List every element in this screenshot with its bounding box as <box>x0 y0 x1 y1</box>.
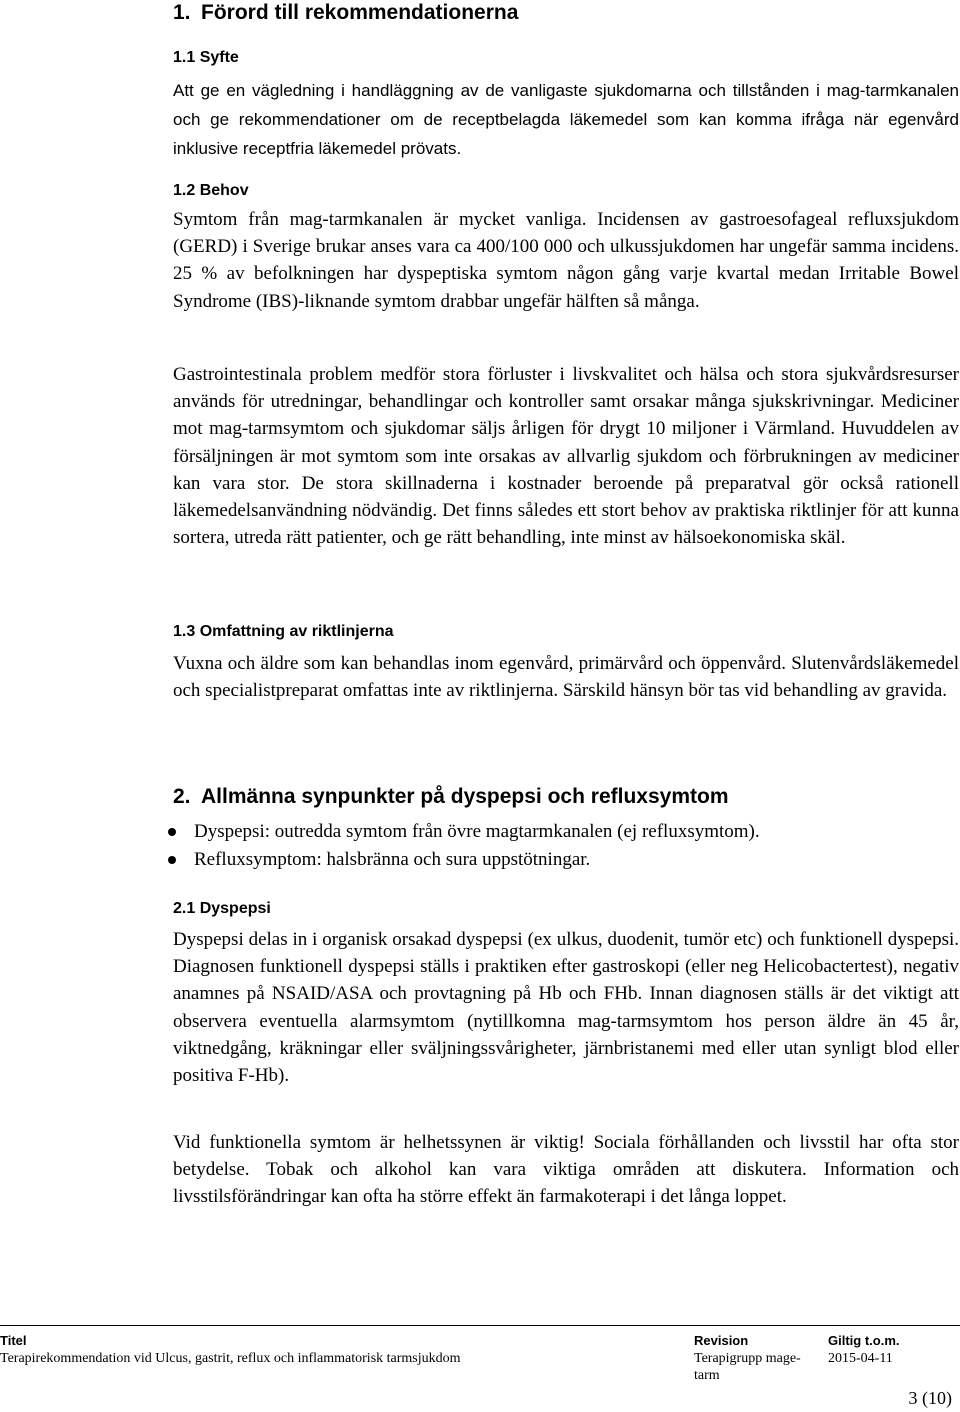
footer-revision-value-line-2: tarm <box>694 1368 720 1383</box>
section-1-3-body: Vuxna och äldre som kan behandlas inom egenvård, primärvård och öppenvård. Slutenvårdsläkemedel och specialistpreparat omfattas inte av riktlinjerna. Särskild hänsyn bör tas vid behandling av gravida. <box>173 653 959 702</box>
section-1-1-body: Att ge en vägledning i handläggning av de vanligaste sjukdomarna och tillstånden i mag-tarmkanalen och ge rekommendationer om de receptbelagda läkemedel som kan komma ifråga när egenvård inklusive receptfria läkemedel prövats. <box>173 81 959 158</box>
bullet-list <box>168 818 958 874</box>
footer-revision-label: Revision <box>694 1333 749 1348</box>
bullet-item <box>168 818 958 846</box>
footer-valid-value: 2015-04-11 <box>828 1351 893 1366</box>
section-1-3-heading: 1.3 Omfattning av riktlinjerna <box>173 623 394 640</box>
section-2-heading: 2. Allmänna synpunkter på dyspepsi och refluxsymtom <box>173 785 729 808</box>
section-1-heading: 1. Förord till rekommendationerna <box>173 1 519 24</box>
section-1-2-paragraph-2: Gastrointestinala problem medför stora förluster i livskvalitet och hälsa och stora sjukvårdsresurser används för utredningar, behandlingar och kontroller samt orsakar många sjukskrivningar. Mediciner mot mag-tarmsymtom och sjukdomar säljs årligen för drygt 10 miljoner i Värmland. Huvuddelen av försäljningen är mot symtom som inte orsakas av allvarlig sjukdom och förbrukningen av mediciner kan vara stor. De stora skillnaderna i kostnader beroende på preparatval gör också rationell läkemedelsanvändning nödvändig. Det finns således ett stort behov av praktiska riktlinjer för att kunna sortera, utreda rätt patienter, och ge rätt behandling, inte minst av hälsoekonomiska skäl. <box>173 364 959 549</box>
section-2-1-paragraph-2: Vid funktionella symtom är helhetssynen är viktig! Sociala förhållanden och livsstil har ofta stor betydelse. Tobak och alkohol kan vara viktiga områden att diskutera. Information och livsstilsförändringar kan ofta ha större effekt än farmakoterapi i det långa loppet. <box>173 1132 959 1208</box>
section-1-2-paragraph-1: Symtom från mag-tarmkanalen är mycket vanliga. Incidensen av gastroesofageal refluxsjukdom (GERD) i Sverige brukar anses vara ca 400/100 000 och ulkussjukdomen har ungefär samma incidens. 25 % av befolkningen har dyspeptiska symtom någon gång varje kvartal medan Irritable Bowel Syndrome (IBS)-liknande symtom drabbar ungefär hälften så många. <box>173 209 959 312</box>
section-1-1-heading: 1.1 Syfte <box>173 49 239 66</box>
footer-valid-label: Giltig t.o.m. <box>828 1333 900 1348</box>
bullet-text: Refluxsymptom: halsbränna och sura uppstötningar. <box>194 849 591 870</box>
page-number: 3 (10) <box>908 1388 952 1408</box>
footer-title-value: Terapirekommendation vid Ulcus, gastrit, reflux och inflammatorisk tarmsjukdom <box>0 1351 461 1366</box>
footer-revision-value-line-1: Terapigrupp mage- <box>694 1351 801 1366</box>
section-2-1-paragraph-1: Dyspepsi delas in i organisk orsakad dyspepsi (ex ulkus, duodenit, tumör etc) och funktionell dyspepsi. Diagnosen funktionell dyspepsi ställs i praktiken efter gastroskopi (eller neg Helicobactertest), negativ anamnes på NSAID/ASA och provtagning på Hb och FHb. Innan diagnosen ställs är det viktigt att observera eventuella alarmsymtom (nytillkomna mag-tarmsymtom hos person äldre än 45 år, viktnedgång, kräkningar eller sväljningssvårigheter, järnbristanemi med eller utan synligt blod eller positiva F-Hb). <box>173 929 959 1087</box>
footer-title-label: Titel <box>0 1333 27 1348</box>
section-1-2-heading: 1.2 Behov <box>173 182 249 199</box>
footer-divider <box>0 1325 960 1326</box>
bullet-text: Dyspepsi: outredda symtom från övre magtarmkanalen (ej refluxsymtom). <box>194 821 760 842</box>
bullet-icon <box>168 828 176 836</box>
bullet-item <box>168 846 958 874</box>
bullet-icon <box>168 856 176 864</box>
section-2-1-heading: 2.1 Dyspepsi <box>173 900 271 917</box>
